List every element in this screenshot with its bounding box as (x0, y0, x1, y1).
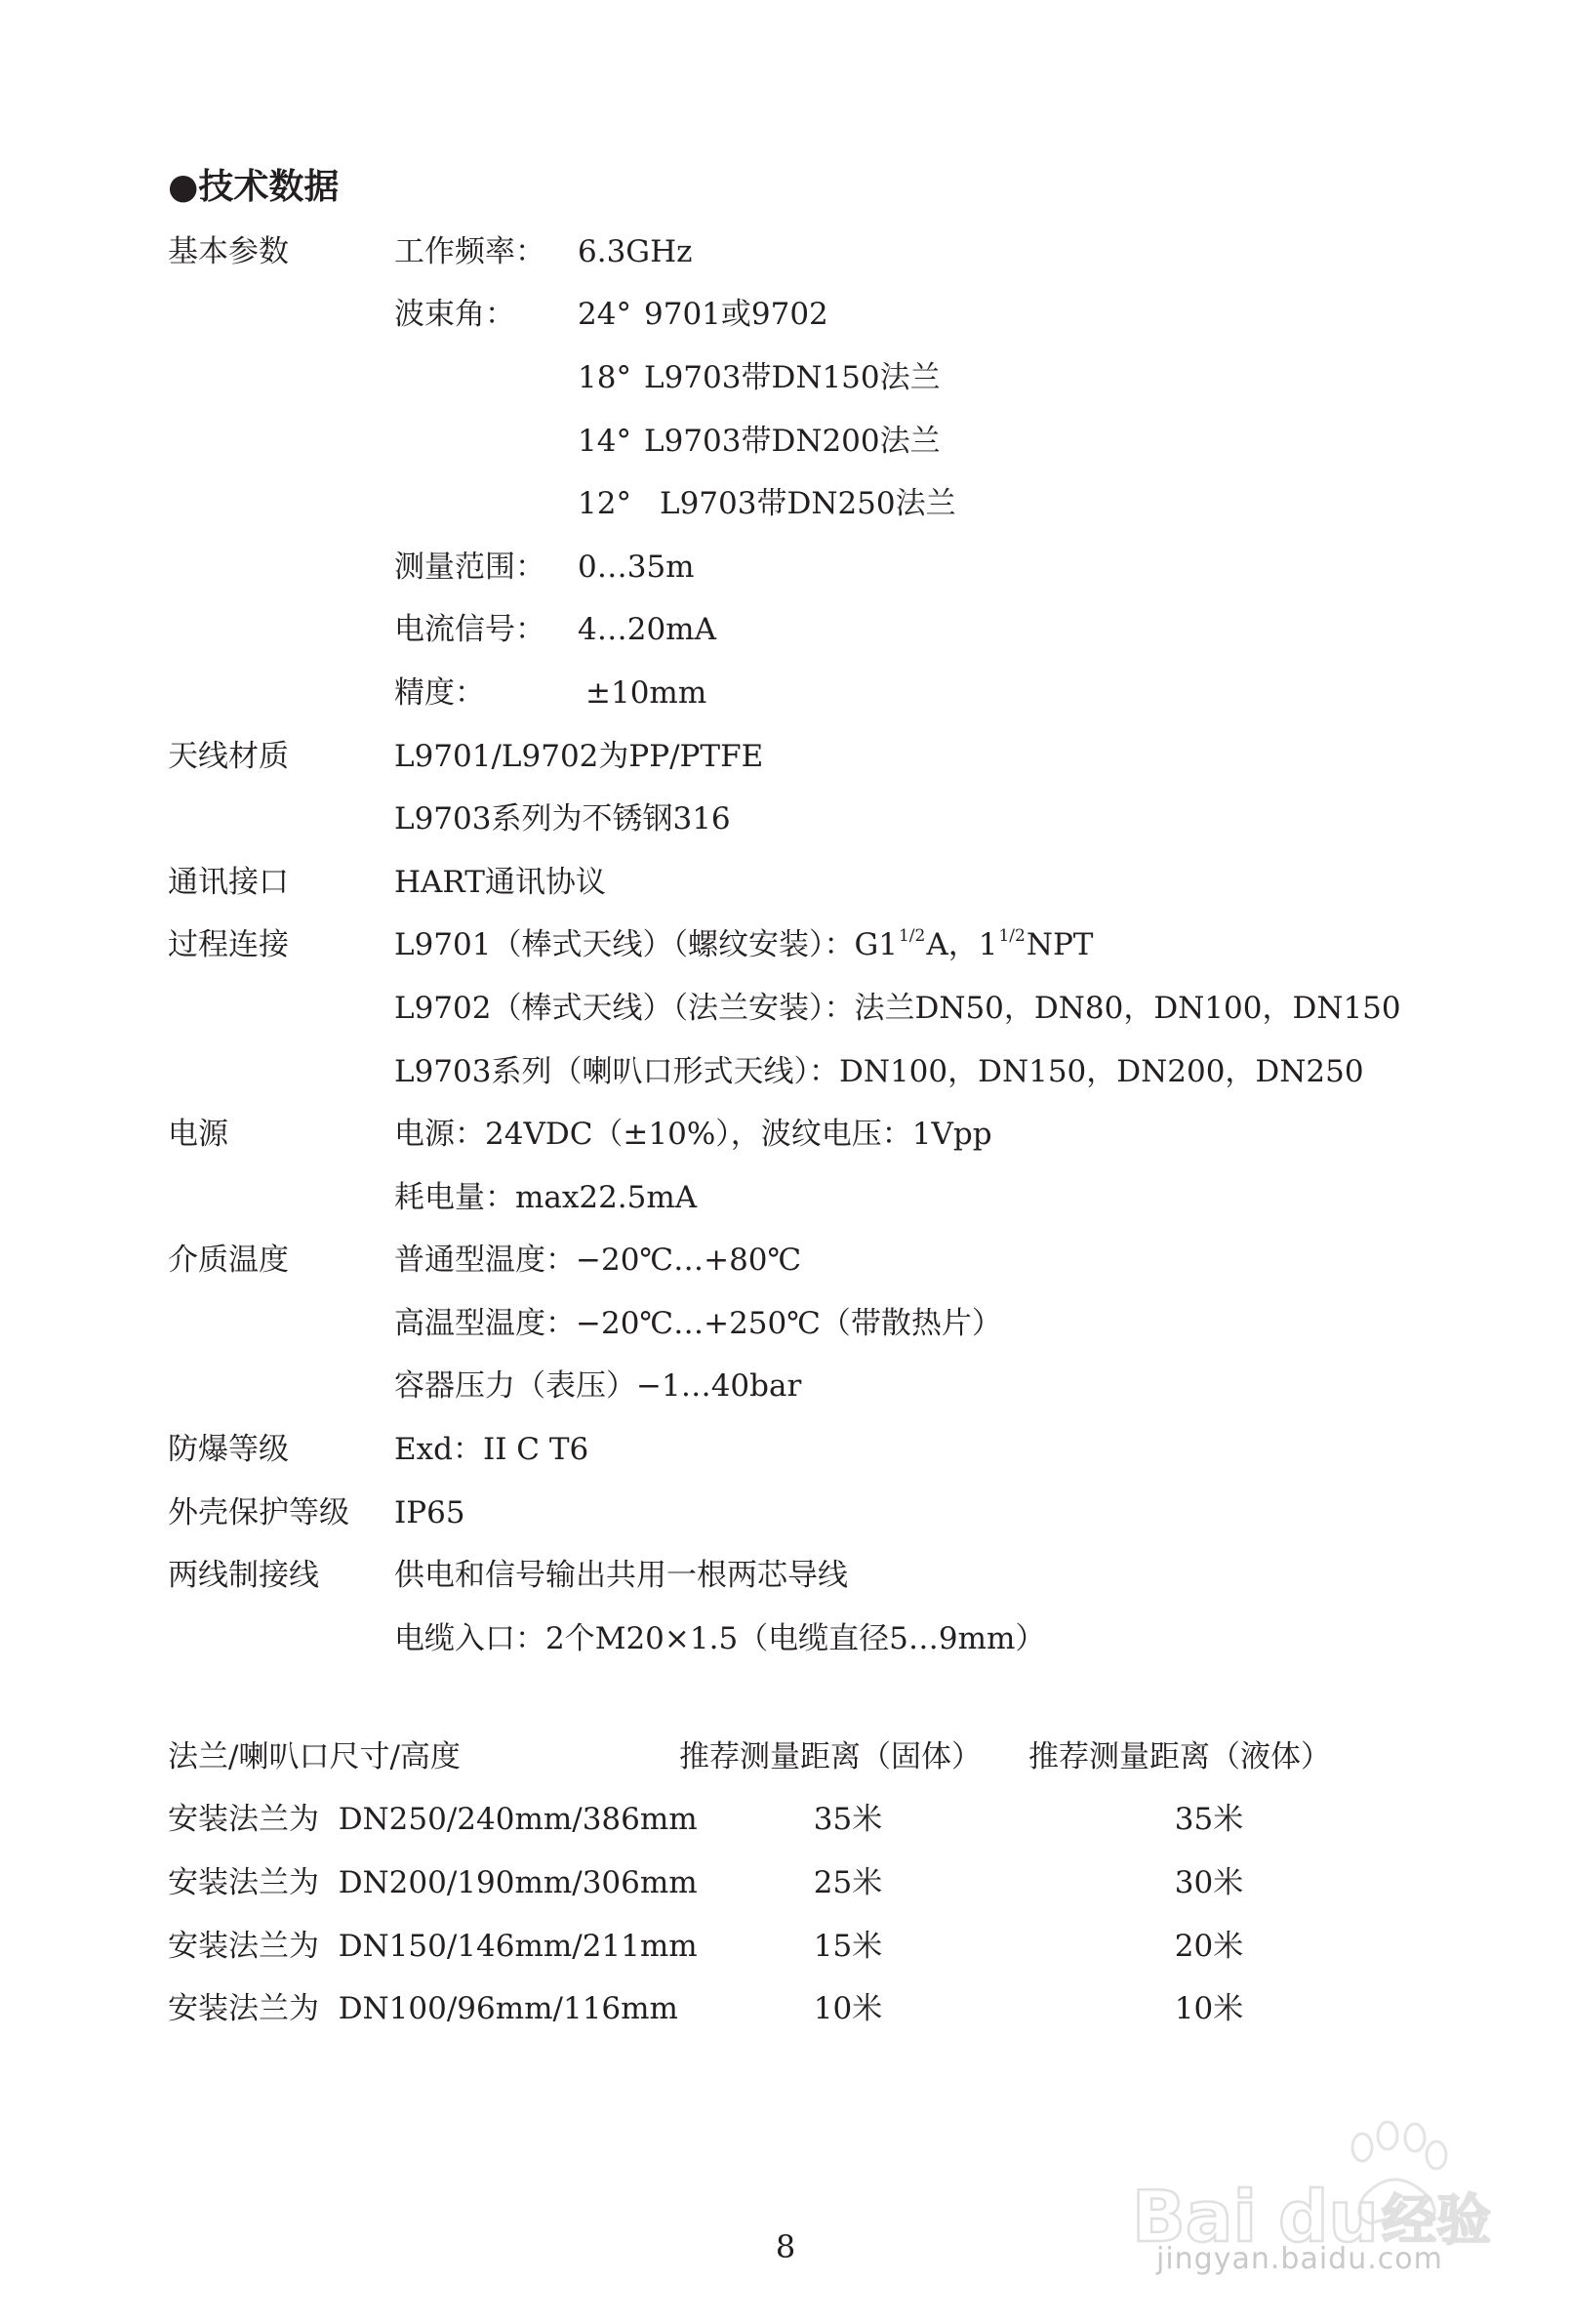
watermark-url: jingyan.baidu.com (1156, 2242, 1443, 2276)
table-cell: 安装法兰为 DN250/240mm/386mm (168, 1802, 698, 1838)
spec-value: 容器压力（表压）−1…40bar (394, 1368, 802, 1405)
table-row (168, 1789, 1436, 1853)
spec-row-beam (168, 347, 1436, 410)
spec-value: 供电和信号输出共用一根两芯导线 (394, 1558, 848, 1594)
table-cell: 30米 (1174, 1864, 1244, 1900)
spec-row-antenna (168, 788, 1436, 851)
table-cell: 35米 (813, 1802, 883, 1838)
spec-label: 电源 (168, 1117, 228, 1153)
spec-row-current (168, 599, 1436, 663)
spec-value: L9703系列（喇叭口形式天线）：DN100，DN150，DN200，DN250 (394, 1053, 1364, 1089)
spec-label: 外壳保护等级 (168, 1494, 349, 1530)
table-row (168, 1977, 1436, 2041)
spec-list (168, 221, 1436, 1671)
fraction-superscript: 1/2 (998, 926, 1026, 947)
spec-label: 介质温度 (168, 1243, 289, 1279)
table-cell: 25米 (813, 1864, 883, 1900)
svg-text:du: du (1278, 2176, 1379, 2258)
param-key: 精度： (394, 674, 485, 711)
table-cell: 10米 (813, 1991, 883, 2027)
beam-text: L9703带DN150法兰 (644, 359, 941, 395)
spec-label: 两线制接线 (168, 1558, 319, 1594)
table-cell: 15米 (813, 1928, 883, 1964)
spec-row-wiring (168, 1544, 1436, 1608)
spec-row-beam (168, 410, 1436, 473)
spec-label: 天线材质 (168, 738, 289, 774)
table-header: 推荐测量距离（液体） (1028, 1738, 1331, 1774)
spec-row-process (168, 1040, 1436, 1104)
spec-row-antenna (168, 725, 1436, 789)
section-title: ●技术数据 (168, 167, 340, 207)
fraction-superscript: 1/2 (898, 926, 926, 947)
beam-text: L9703带DN250法兰 (660, 486, 956, 522)
beam-degree: 14° (578, 423, 631, 459)
spec-value: L9703系列为不锈钢316 (394, 801, 731, 837)
spec-row-accuracy (168, 662, 1436, 725)
spec-row-beam (168, 284, 1436, 347)
spec-label: 防爆等级 (168, 1432, 289, 1468)
spec-row-comm (168, 851, 1436, 915)
spec-value: 普通型温度：−20℃…+80℃ (394, 1243, 802, 1279)
beam-degree: 18° (578, 359, 631, 395)
table-cell: 20米 (1174, 1928, 1244, 1964)
spec-value: L9701（棒式天线）（螺纹安装）：G1 1/2 A，1 1/2 NPT (394, 926, 1094, 963)
spec-row-housing (168, 1482, 1436, 1545)
param-key: 工作频率： (394, 233, 545, 269)
table-cell: 35米 (1174, 1802, 1244, 1838)
beam-text: 9701或9702 (644, 297, 828, 333)
spec-value: HART通讯协议 (394, 864, 606, 900)
spec-value: IP65 (394, 1494, 465, 1530)
spec-row-medium (168, 1292, 1436, 1356)
table-header: 法兰/喇叭口尺寸/高度 (168, 1738, 461, 1774)
spec-row-frequency (168, 221, 1436, 284)
spec-row-power (168, 1103, 1436, 1166)
param-key: 测量范围： (394, 549, 545, 585)
spec-label: 过程连接 (168, 927, 289, 963)
spec-row-wiring (168, 1608, 1436, 1671)
table-row (168, 1915, 1436, 1978)
param-key: 电流信号： (394, 612, 545, 648)
param-value: 6.3GHz (578, 233, 693, 269)
spec-row-process (168, 915, 1436, 978)
spec-row-range (168, 536, 1436, 599)
spec-row-beam (168, 472, 1436, 536)
spec-row-explosion (168, 1418, 1436, 1482)
spec-row-process (168, 977, 1436, 1040)
spec-label: 基本参数 (168, 233, 289, 269)
svg-text:Bai: Bai (1132, 2176, 1258, 2258)
spec-value: Exd：II C T6 (394, 1432, 589, 1468)
spec-label: 通讯接口 (168, 864, 289, 900)
spec-value: 电源：24VDC（±10%），波纹电压：1Vpp (394, 1117, 992, 1153)
table-row (168, 1852, 1436, 1915)
param-value: 4…20mA (578, 612, 716, 648)
param-value: 0…35m (578, 549, 695, 585)
spec-row-medium (168, 1356, 1436, 1419)
spec-value: L9701/L9702为PP/PTFE (394, 738, 764, 774)
page-number: 8 (775, 2228, 796, 2265)
spec-value: 耗电量：max22.5mA (394, 1179, 698, 1215)
spec-row-medium (168, 1230, 1436, 1293)
param-key: 波束角： (394, 297, 515, 333)
table-cell: 安装法兰为 DN100/96mm/116mm (168, 1991, 678, 2027)
distance-table (168, 1726, 1436, 2041)
table-cell: 安装法兰为 DN150/146mm/211mm (168, 1928, 698, 1964)
spec-value: L9702（棒式天线）（法兰安装）：法兰DN50，DN80，DN100，DN150 (394, 990, 1401, 1026)
spec-value: 高温型温度：−20℃…+250℃（带散热片） (394, 1305, 1002, 1341)
svg-text:经验: 经验 (1382, 2189, 1491, 2253)
beam-degree: 12° (578, 486, 631, 522)
table-header-row (168, 1726, 1436, 1789)
beam-text: L9703带DN200法兰 (644, 423, 941, 459)
spec-row-power (168, 1166, 1436, 1230)
spec-value: 电缆入口：2个M20×1.5（电缆直径5…9mm） (394, 1620, 1046, 1656)
beam-degree: 24° (578, 297, 631, 333)
param-value: ±10mm (585, 674, 707, 711)
table-cell: 安装法兰为 DN200/190mm/306mm (168, 1864, 698, 1900)
table-cell: 10米 (1174, 1991, 1244, 2027)
table-header: 推荐测量距离（固体） (679, 1738, 982, 1774)
